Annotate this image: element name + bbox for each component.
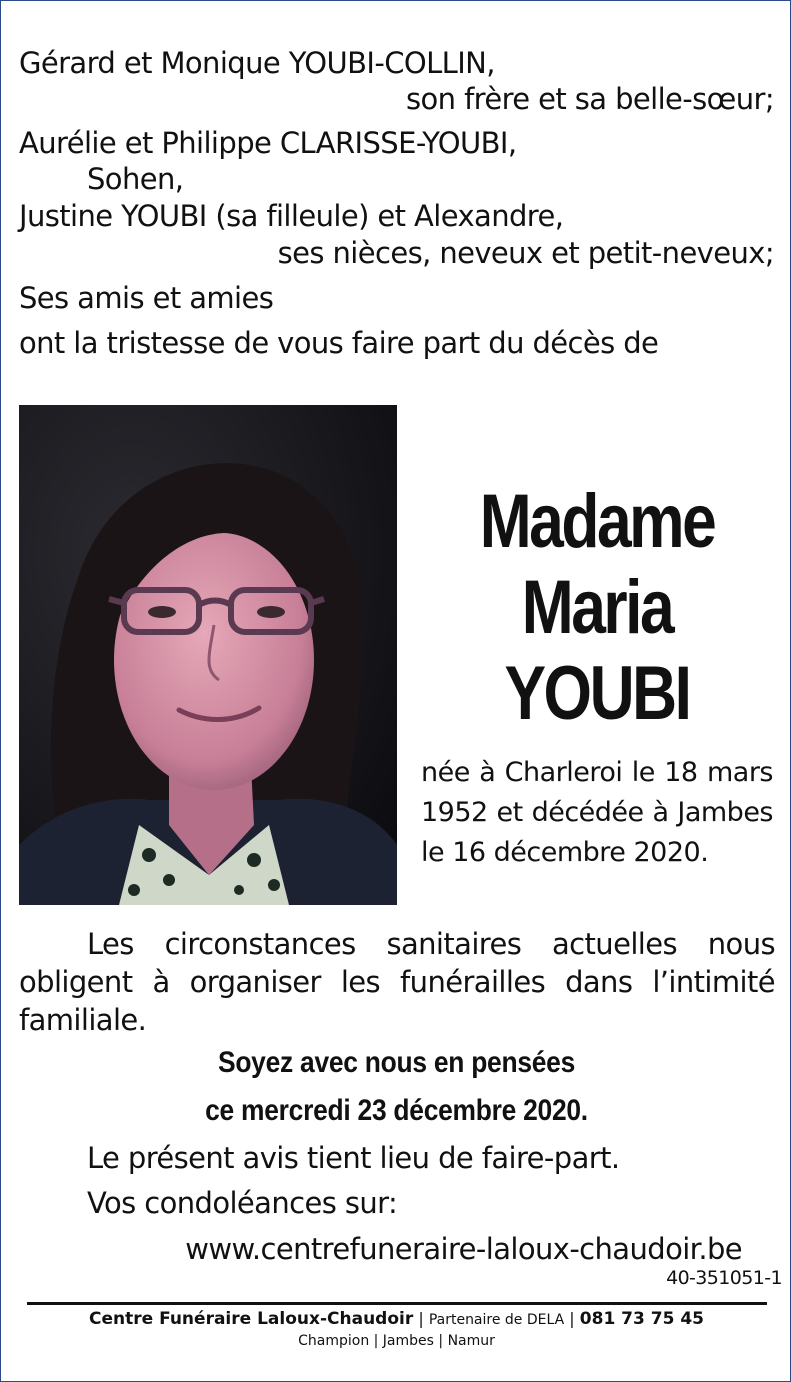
family-line-8: ont la tristesse de vous faire part du décès de: [19, 326, 659, 360]
family-line-2: son frère et sa belle-sœur;: [406, 82, 774, 116]
portrait-photo: [19, 405, 397, 905]
footer-company: Centre Funéraire Laloux-Chaudoir: [89, 1309, 414, 1329]
deceased-title: Madame: [479, 479, 715, 564]
footer-phone: 081 73 75 45: [579, 1309, 704, 1329]
family-line-1: Gérard et Monique YOUBI-COLLIN,: [19, 46, 495, 80]
deceased-last-name: YOUBI: [504, 651, 690, 736]
condolences-url: www.centrefuneraire-laloux-chaudoir.be: [185, 1232, 742, 1266]
notice-paragraph: Les circonstances sanitaires actuelles nous obligent à organiser les funérailles dans l’intimité familiale.: [19, 927, 775, 1037]
notice-line-2: Vos condoléances sur:: [87, 1186, 398, 1220]
family-line-4: Sohen,: [87, 162, 184, 196]
deceased-first-name: Maria: [521, 565, 673, 650]
notice-reference: 40-351051-1: [666, 1267, 782, 1289]
family-line-6: ses nièces, neveux et petit-neveux;: [277, 236, 774, 270]
footer-locations: Champion | Jambes | Namur: [298, 1333, 495, 1349]
footer-divider: [27, 1302, 767, 1305]
portrait-photo-icon: [19, 405, 397, 905]
notice-bold-line-1: Soyez avec nous en pensées: [217, 1046, 576, 1079]
birth-death-dates: née à Charleroi le 18 mars 1952 et décédée à Jambes le 16 décembre 2020.: [421, 757, 773, 868]
family-line-7: Ses amis et amies: [19, 281, 274, 315]
footer-separator: |: [418, 1309, 424, 1328]
notice-line-1: Le présent avis tient lieu de faire-part.: [87, 1141, 620, 1175]
footer-separator: |: [569, 1309, 575, 1328]
footer-line: [1, 1307, 791, 1332]
family-line-5: Justine YOUBI (sa filleule) et Alexandre,: [19, 199, 564, 233]
notice-bold-line-2: ce mercredi 23 décembre 2020.: [205, 1094, 588, 1127]
footer-partner: Partenaire de DELA: [428, 1312, 565, 1328]
family-line-3: Aurélie et Philippe CLARISSE-YOUBI,: [19, 126, 517, 160]
